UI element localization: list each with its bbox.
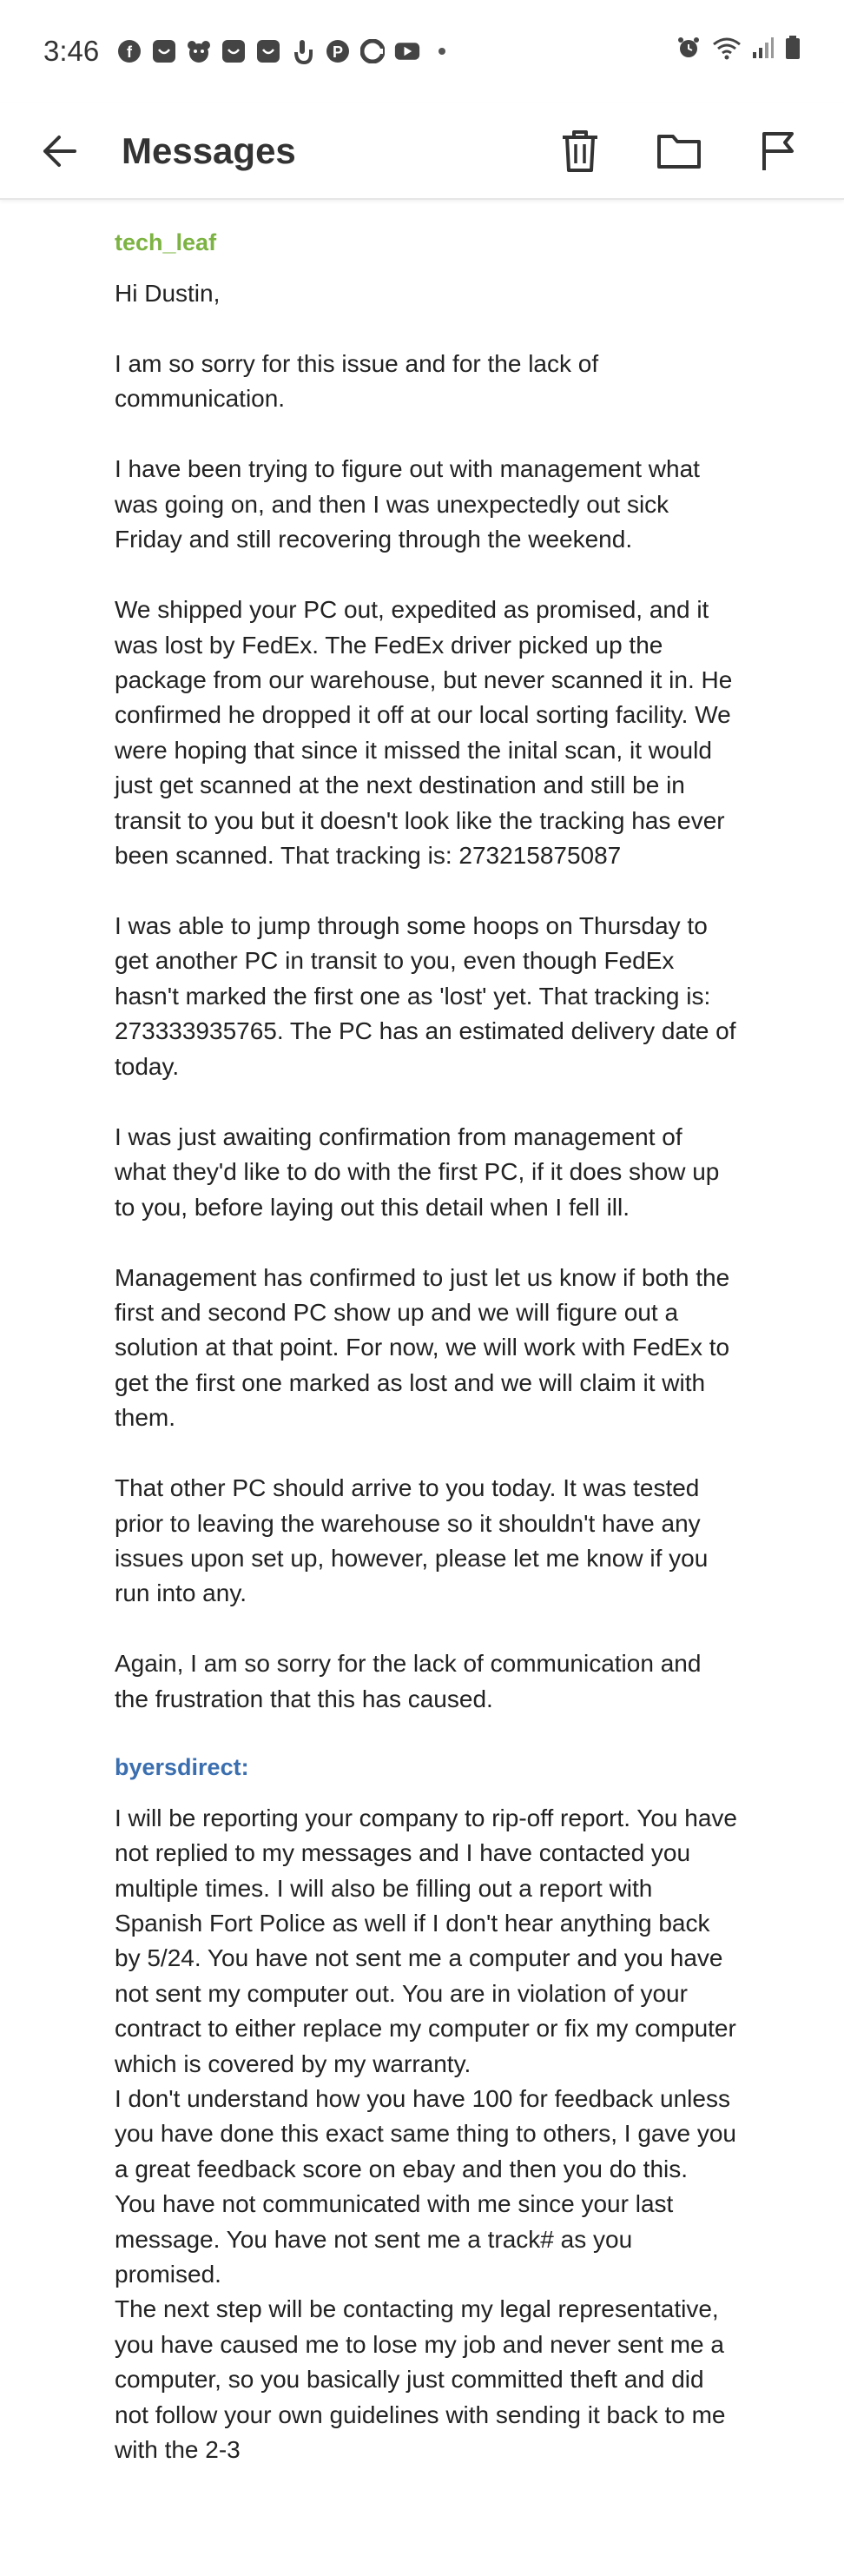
bear-icon bbox=[186, 38, 212, 64]
message-paragraph: We shipped your PC out, expedited as promised, and it was lost by FedEx. The FedEx driver picked up the package from our warehouse, but never scanned it in. He confirmed he dropped it off at our local sorting facility. We were hoping that since it missed the inital scan, it would just get scanned at the next destination and still be in transit to you but it doesn't look like the tracking has ever been scanned. That tracking is: 273215875087 bbox=[115, 596, 733, 870]
message-paragraph: I will be reporting your company to rip-off report. You have not replied to my messages and I have contacted you multiple times. I will also be filling out a report with Spanish Fort Police as well if I don't hear anything back by 5/24. You have not sent me a computer and you have not sent my computer out. You are in violation of your contract to either replace my computer or fix my computer which is covered by my warranty. bbox=[115, 1804, 737, 2077]
signal-icon bbox=[752, 36, 775, 63]
youtube-icon bbox=[394, 38, 420, 64]
folder-icon bbox=[656, 132, 702, 170]
messages-icon bbox=[151, 38, 177, 64]
page-title: Messages bbox=[122, 130, 296, 171]
message-block-1 bbox=[115, 228, 740, 1717]
flag-icon bbox=[759, 130, 797, 172]
messages-icon bbox=[221, 38, 247, 64]
message-paragraph: Management has confirmed to just let us know if both the first and second PC show up and we will figure out a solution at that point. For now, we will work with FedEx to get the first one marked as lost and we will claim it with them. bbox=[115, 1263, 730, 1432]
touch-icon bbox=[290, 38, 316, 64]
sender-name: tech_leaf bbox=[115, 229, 217, 255]
message-paragraph: That other PC should arrive to you today. It was tested prior to leaving the warehouse so it shouldn't have any issues upon set up, however, please let me know if you run into any. bbox=[115, 1474, 709, 1607]
delete-button[interactable] bbox=[552, 123, 608, 179]
dot-icon bbox=[429, 38, 455, 64]
message-paragraph: You have not communicated with me since your last message. You have not sent me a track# as you promised. bbox=[115, 2190, 674, 2288]
back-button[interactable] bbox=[35, 127, 83, 175]
status-bar bbox=[0, 0, 844, 103]
message-paragraph: Again, I am so sorry for the lack of communication and the frustration that this has caused. bbox=[115, 1650, 702, 1712]
trash-icon bbox=[559, 129, 601, 174]
battery-icon bbox=[785, 36, 801, 64]
app-bar bbox=[0, 103, 844, 200]
system-icons bbox=[676, 35, 801, 65]
message-block-2 bbox=[115, 1752, 740, 2468]
alarm-icon bbox=[676, 35, 702, 65]
facebook-icon bbox=[116, 38, 142, 64]
circle-app-icon bbox=[359, 38, 386, 64]
message-paragraph: I don't understand how you have 100 for feedback unless you have done this exact same thing to others, I gave you a great feedback score on ebay and then you do this. bbox=[115, 2085, 736, 2182]
arrow-left-icon bbox=[40, 134, 78, 169]
message-paragraph: Hi Dustin, bbox=[115, 280, 221, 307]
message-paragraph: I was able to jump through some hoops on Thursday to get another PC in transit to you, even though FedEx hasn't marked the first one as 'lost' yet. That tracking is: 273333935765. The PC has an estimated delivery date of today. bbox=[115, 912, 736, 1080]
message-paragraph: I am so sorry for this issue and for the lack of communication. bbox=[115, 350, 599, 413]
flag-button[interactable] bbox=[750, 123, 806, 179]
notification-icons bbox=[116, 38, 455, 64]
status-time: 3:46 bbox=[43, 35, 100, 67]
wifi-icon bbox=[712, 36, 742, 64]
move-to-folder-button[interactable] bbox=[651, 123, 707, 179]
pinterest-icon bbox=[325, 38, 351, 64]
svg-text:f: f bbox=[127, 43, 133, 61]
sender-name: byersdirect: bbox=[115, 1753, 249, 1780]
messages-icon bbox=[255, 38, 281, 64]
message-paragraph: The next step will be contacting my legal representative, you have caused me to lose my job and never sent me a computer, so you basically just committed theft and did not follow your own guidelines with sending it back to me with the 2-3 bbox=[115, 2295, 726, 2464]
svg-text:P: P bbox=[333, 43, 344, 61]
message-thread bbox=[115, 228, 740, 2467]
message-paragraph: I have been trying to figure out with management what was going on, and then I was unexpectedly out sick Friday and still recovering through the weekend. bbox=[115, 455, 700, 553]
message-paragraph: I was just awaiting confirmation from management of what they'd like to do with the first PC, if it does show up to you, before laying out this detail when I fell ill. bbox=[115, 1122, 720, 1221]
